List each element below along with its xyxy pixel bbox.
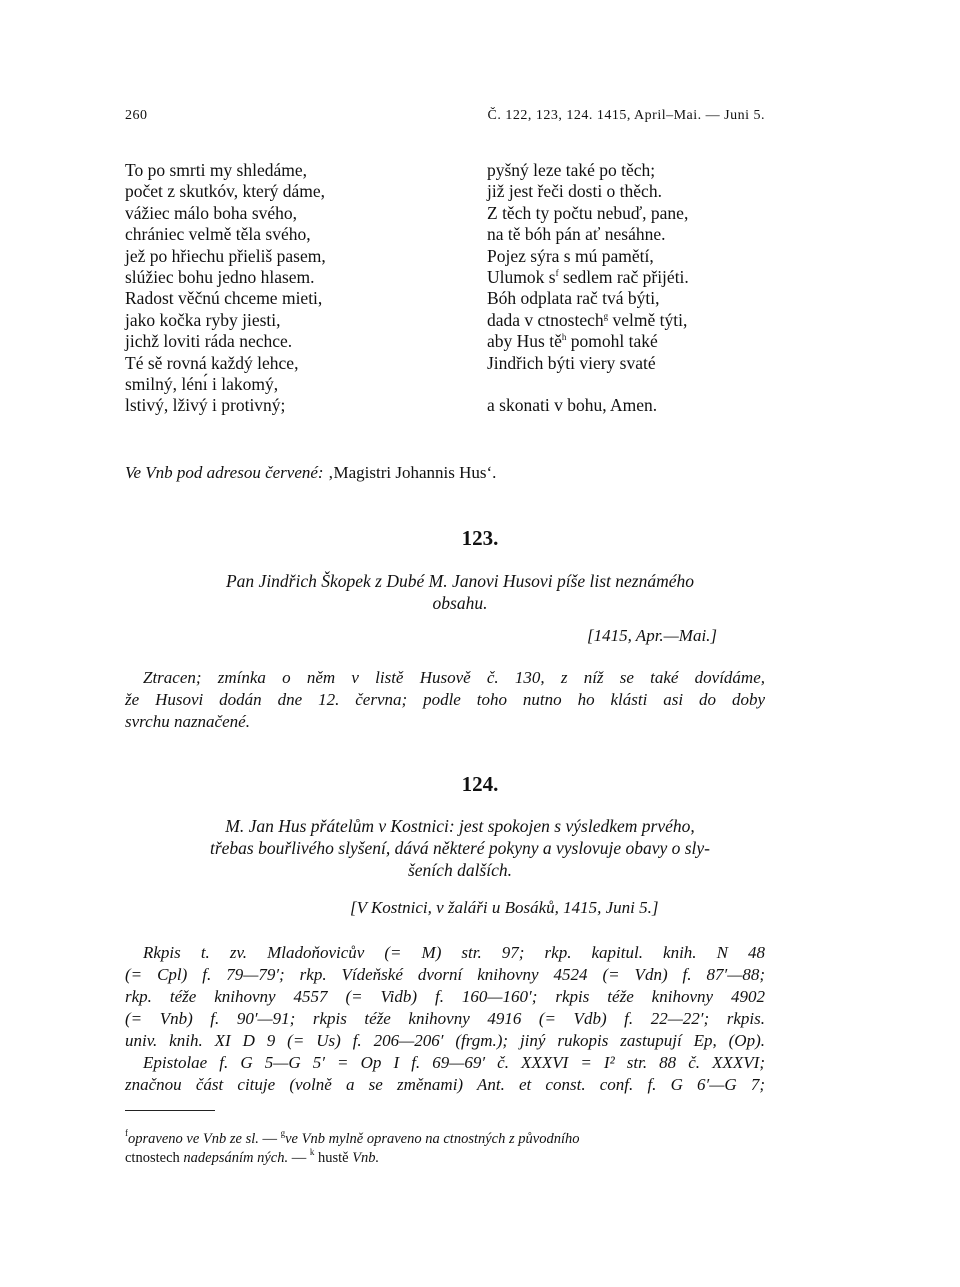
body-line: že Husovi dodán dne 12. června; podle toho nutno ho klásti asi do doby — [125, 690, 765, 709]
poem-line: Jindřich býti viery svaté — [487, 352, 656, 373]
poem-line: chrániec velmě těla svého, — [125, 224, 311, 245]
section-124-date: [V Kostnici, v žaláři u Bosáků, 1415, Juni 5.] — [350, 898, 659, 917]
footnote-ref-g: g — [603, 310, 609, 321]
footnote-ref-f: f — [555, 268, 559, 279]
body-line: rkp. téže knihovny 4557 (= Vidb) f. 160—160′; rkpis téže knihovny 4902 — [125, 987, 765, 1006]
poem-text: sedlem rač přijéti. — [558, 267, 689, 288]
poem-line: Pojez sýra s mú pamětí, — [487, 245, 654, 266]
poem-gap — [487, 374, 787, 395]
section-123-title — [140, 570, 780, 614]
footnote-f-text: opraveno ve Vnb ze sl. — [128, 1131, 259, 1147]
title-line: M. Jan Hus přátelům v Kostnici: jest spokojen s výsledkem prvého, — [225, 816, 695, 836]
poem-line: Bóh odplata rač tvá býti, — [487, 288, 660, 309]
footnote-k-text: hustě — [314, 1150, 353, 1166]
footnote-separator: — — [258, 1131, 281, 1147]
body-line: Epistolae f. G 5—G 5′ = Op I f. 69—69′ č. XXXVI = I² str. 88 č. XXXVI; — [143, 1053, 765, 1072]
poem-line: jež po hřiechu přieliš pasem, — [125, 245, 326, 266]
body-line: univ. knih. XI D 9 (= Us) f. 206—206′ (frgm.); jiný rukopis zastupují Ep, (Op). — [125, 1031, 765, 1050]
title-line: šeních dalších. — [407, 860, 512, 880]
footnotes — [125, 1130, 765, 1168]
footnote-rule — [125, 1110, 215, 1111]
footnote-mark-g: g — [280, 1128, 286, 1138]
poem-line — [487, 310, 787, 331]
poem-text: pomohl také — [566, 331, 658, 352]
body-line: značnou část cituje (volně a se změnami) Ant. et const. conf. f. G 6′—G 7; — [125, 1075, 765, 1094]
footnote-mark-k: k — [309, 1147, 315, 1157]
footnote-g-text: ve Vnb mylně opraveno na ctnostných z původního — [285, 1131, 580, 1147]
section-number-123: 123. — [461, 526, 499, 550]
poem-text: Ulumok s — [487, 267, 556, 288]
footnote-separator: — — [288, 1150, 310, 1166]
poem-line: smilný, lénı́ i lakomý, — [125, 374, 279, 395]
section-124-body — [125, 942, 765, 1096]
title-line: třebas bouřlivého slyšení, dává některé pokyny a vyslovuje obavy o sly- — [209, 838, 711, 858]
section-number-124: 124. — [461, 772, 499, 796]
footnote-mark-f: f — [125, 1128, 128, 1138]
section-123-date: [1415, Apr.—Mai.] — [587, 626, 718, 645]
poem-line: jako kočka ryby jiesti, — [125, 309, 281, 330]
poem-line: lstivý, lživý i protivný; — [125, 395, 286, 416]
footnote-line — [125, 1149, 765, 1168]
running-title: Č. 122, 123, 124. 1415, April–Mai. — Juni 5. — [487, 108, 765, 123]
address-note-label: Ve Vnb pod adresou červené: — [125, 463, 324, 482]
footnote-k-italic: Vnb. — [352, 1150, 380, 1166]
poem-line: vážiec málo boha svého, — [125, 202, 298, 223]
poem-line: Z těch ty počtu nebuď, pane, — [487, 202, 689, 223]
footnote-line — [125, 1130, 765, 1149]
poem-left-column — [125, 160, 455, 417]
section-123-body — [125, 667, 765, 733]
section-124-title — [140, 815, 780, 881]
poem-text: dada v ctnostech — [487, 309, 604, 330]
poem-line: a skonati v bohu, Amen. — [487, 395, 658, 416]
poem-line: Té sě rovná každý lehce, — [125, 352, 299, 373]
body-line: (= Vnb) f. 90′—91; rkpis téže knihovny 4916 (= Vdb) f. 22—22′; rkpis. — [125, 1009, 765, 1028]
address-note-text: ‚Magistri Johannis Hus‘. — [323, 463, 497, 482]
poem-line: To po smrti my shledáme, — [125, 160, 308, 180]
body-line: Ztracen; zmínka o něm v listě Husově č. 130, z níž se také dovídáme, — [143, 668, 765, 687]
poem-line — [487, 267, 787, 288]
footnote-g-cont: ctnostech — [125, 1150, 184, 1166]
footnote-ref-h: h — [561, 332, 567, 343]
poem-text: velmě týti, — [608, 309, 688, 330]
poem-line: již jest řeči dosti o thěch. — [487, 181, 662, 202]
body-line: svrchu naznačené. — [125, 712, 250, 731]
title-line: Pan Jindřich Škopek z Dubé M. Janovi Husovi píše list neznámého — [225, 571, 695, 591]
page-number: 260 — [125, 108, 148, 123]
body-line: (= Cpl) f. 79—79′; rkp. Vídeňské dvorní knihovny 4524 (= Vdn) f. 87′—88; — [125, 965, 765, 984]
poem-line — [487, 331, 787, 352]
address-note — [125, 463, 496, 483]
poem-line: počet z skutkóv, který dáme, — [125, 181, 326, 202]
poem-right-column — [487, 160, 787, 416]
poem-line: na tě bóh pán ať nesáhne. — [487, 224, 666, 245]
poem-line: Radost věčnú chceme mieti, — [125, 288, 323, 309]
body-line: Rkpis t. zv. Mladoňovicův (= M) str. 97; rkp. kapitul. knih. N 48 — [143, 943, 765, 962]
poem-line: jichž loviti ráda nechce. — [125, 331, 293, 352]
title-line: obsahu. — [432, 593, 488, 613]
poem-line: pyšný leze také po těch; — [487, 160, 656, 180]
footnote-g-cont-italic: nadepsáním ných. — [183, 1150, 289, 1166]
poem-line: slúžiec bohu jedno hlasem. — [125, 267, 315, 288]
poem-text: aby Hus tě — [487, 331, 562, 352]
